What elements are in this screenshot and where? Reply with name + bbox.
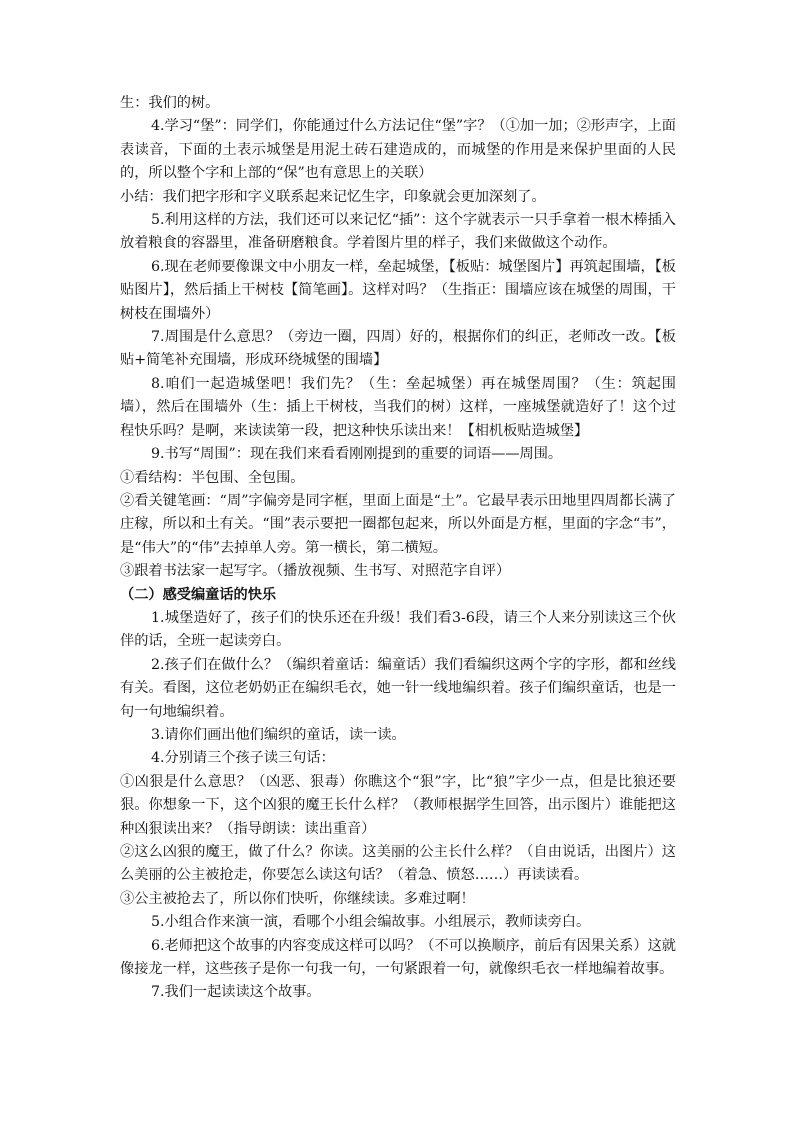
paragraph: 5.小组合作来演一演，看哪个小组会编故事。小组展示，教师读旁白。 bbox=[151, 914, 591, 931]
paragraph: 5.利用这样的方法，我们还可以来记忆“插”：这个字就表示一只手拿着一根木棒插入放着粮食的容器里，准备研磨粮食。学着图片里的样子，我们来做做这个动作。 bbox=[120, 212, 676, 252]
paragraph: ②看关键笔画：“周”字偏旁是同字框，里面上面是“土”。它最早表示田地里四周都长满了庄稼，所以和土有关。“围”表示要把一圈都包起来，所以外面是方框，里面的字念“韦”，是“伟大”的“伟”去掉单人旁。第一横长，第二横短。 bbox=[120, 492, 676, 556]
paragraph: 小结：我们把字形和字义联系起来记忆生字，印象就会更加深刻了。 bbox=[120, 188, 546, 205]
paragraph: ③跟着书法家一起写字。（播放视频、生书写、对照范字自评） bbox=[120, 563, 511, 580]
paragraph: 2.孩子们在做什么？（编织着童话：编童话）我们看编织这两个字的字形，都和丝线有关。看图，这位老奶奶正在编织毛衣，她一针一线地编织着。孩子们编织童话，也是一句一句地编织着。 bbox=[120, 656, 676, 720]
section-heading: （二）感受编童话的快乐 bbox=[120, 586, 277, 603]
paragraph: 4.分别请三个孩子读三句话： bbox=[151, 750, 335, 767]
paragraph: ①看结构：半包围、全包围。 bbox=[120, 469, 305, 486]
paragraph: 7.周围是什么意思？（旁边一圈，四周）好的，根据你们的纠正，老师改一改。【板贴+简笔补充围墙，形成环绕城堡的围墙】 bbox=[120, 329, 676, 369]
paragraph: 7.我们一起读读这个故事。 bbox=[151, 984, 321, 1001]
paragraph: 3.请你们画出他们编织的童话，读一读。 bbox=[151, 726, 406, 743]
paragraph: 1.城堡造好了，孩子们的快乐还在升级！我们看3-6段，请三个人来分别读这三个伙伴的话，全班一起读旁白。 bbox=[120, 609, 676, 650]
paragraph: 生：我们的树。 bbox=[120, 95, 220, 111]
paragraph: ②这么凶狠的魔王，做了什么？你读。这美丽的公主长什么样？（自由说话，出图片）这么美丽的公主被抢走，你要怎么读这句话？（着急、愤怒……）再读读看。 bbox=[120, 844, 676, 884]
paragraph: ③公主被抢去了，所以你们快听，你继续读。多难过啊！ bbox=[120, 890, 475, 907]
paragraph: 8.咱们一起造城堡吧！我们先？（生：垒起城堡）再在城堡周围？（生：筑起围墙），然后在围墙外（生：插上干树枝，当我们的树）这样，一座城堡就造好了！这个过程快乐吗？是啊，来读读第一段，把这种快乐读出来！【相机板贴造城堡】 bbox=[120, 375, 676, 439]
paragraph: 4.学习“堡”：同学们，你能通过什么方法记住“堡”字？（①加一加；②形声字，上面表读音，下面的土表示城堡是用泥土砖石建造成的，而城堡的作用是来保护里面的人民的，所以整个字和上部的“保”也有意思上的关联） bbox=[120, 118, 676, 182]
paragraph: ①凶狠是什么意思？（凶恶、狠毒）你瞧这个“狠”字，比“狼”字少一点，但是比狼还要狠。你想象一下，这个凶狠的魔王长什么样？（教师根据学生回答，出示图片）谁能把这种凶狠读出来？（指导朗读：读出重音） bbox=[120, 773, 676, 837]
paragraph: 6.老师把这个故事的内容变成这样可以吗？（不可以换顺序，前后有因果关系）这就像接龙一样，这些孩子是你一句我一句，一句紧跟着一句，就像织毛衣一样地编着故事。 bbox=[120, 937, 676, 978]
paragraph: 9.书写“周围”：现在我们来看看刚刚提到的重要的词语——周围。 bbox=[151, 446, 563, 463]
document-body bbox=[120, 92, 676, 1005]
paragraph: 6.现在老师要像课文中小朋友一样，垒起城堡，【板贴：城堡图片】再筑起围墙，【板贴图片】，然后插上干树枝【简笔画】。这样对吗？（生指正：围墙应该在城堡的周围，干树枝在围墙外） bbox=[120, 258, 676, 322]
